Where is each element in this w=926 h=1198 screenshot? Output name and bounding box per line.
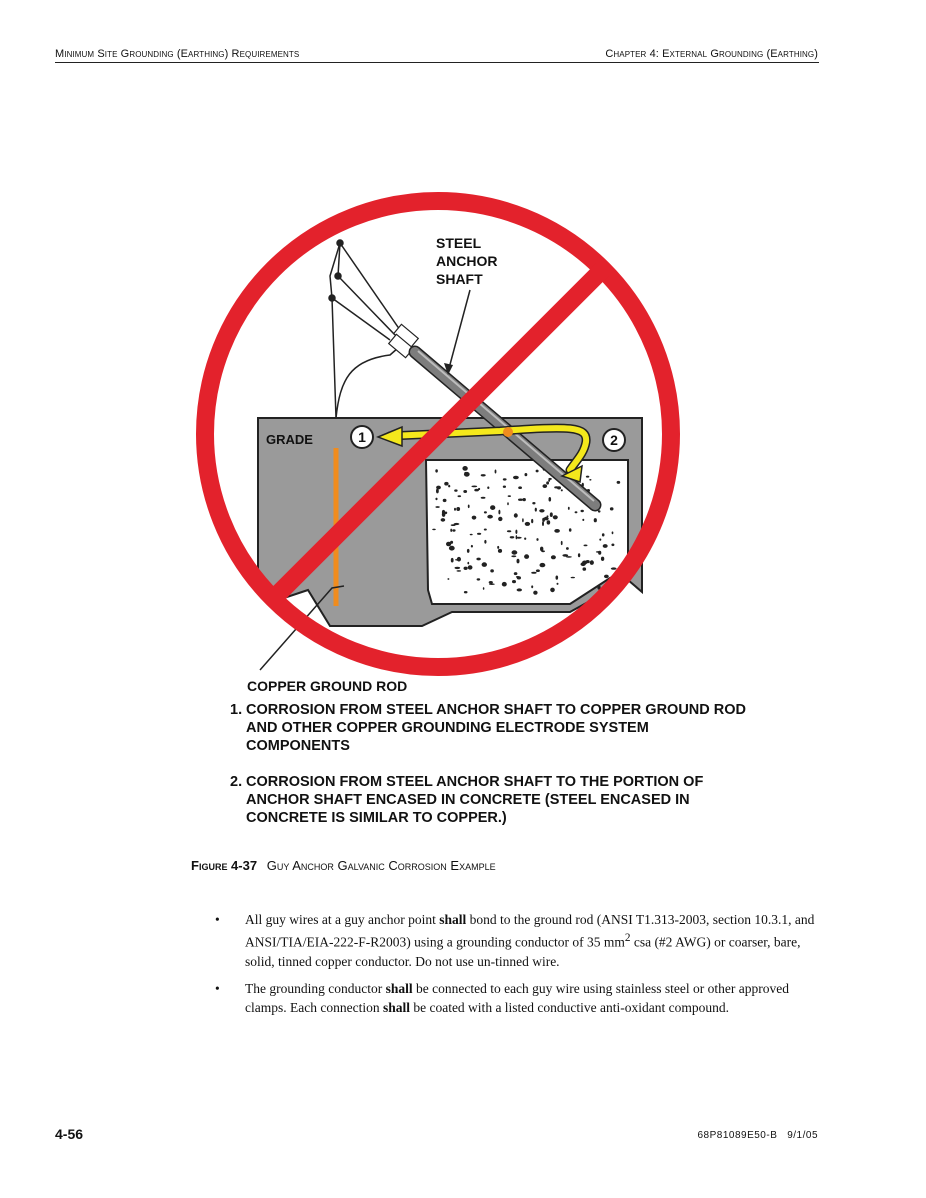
aggregate-speck xyxy=(531,585,533,588)
aggregate-speck xyxy=(542,521,544,526)
aggregate-speck xyxy=(578,553,580,557)
aggregate-speck xyxy=(513,476,519,479)
aggregate-speck xyxy=(464,472,466,474)
bullet-list xyxy=(215,910,815,1025)
text-run: The grounding conductor xyxy=(245,980,386,996)
aggregate-speck xyxy=(531,519,533,523)
aggregate-speck xyxy=(489,581,493,584)
aggregate-speck xyxy=(502,582,507,587)
aggregate-speck xyxy=(447,578,449,580)
steel-anchor-shaft-label xyxy=(436,234,497,288)
aggregate-speck xyxy=(511,555,516,557)
list-item xyxy=(215,979,815,1017)
aggregate-speck xyxy=(498,549,502,553)
aggregate-speck xyxy=(458,495,462,497)
header-rule xyxy=(55,62,819,63)
aggregate-speck xyxy=(451,558,454,563)
aggregate-speck xyxy=(444,482,448,486)
aggregate-speck xyxy=(516,535,518,539)
aggregate-speck xyxy=(554,529,560,533)
aggregate-speck xyxy=(568,507,570,510)
text-run-bold: shall xyxy=(382,999,410,1015)
aggregate-speck xyxy=(518,486,522,489)
aggregate-speck xyxy=(569,528,572,532)
aggregate-speck xyxy=(512,580,516,583)
marker-2-label: 2 xyxy=(610,432,618,448)
aggregate-speck xyxy=(451,524,456,526)
aggregate-speck xyxy=(594,518,597,522)
text-run-bold: shall xyxy=(439,912,467,927)
aggregate-speck xyxy=(472,516,477,520)
aggregate-speck xyxy=(582,519,584,521)
aggregate-speck xyxy=(503,478,507,480)
aggregate-speck xyxy=(547,520,551,524)
aggregate-speck xyxy=(544,517,549,521)
running-header-left xyxy=(55,48,299,60)
aggregate-speck xyxy=(450,529,452,532)
aggregate-speck xyxy=(464,567,468,570)
aggregate-speck xyxy=(533,591,537,595)
aggregate-speck xyxy=(467,549,470,553)
aggregate-speck xyxy=(553,515,558,519)
aggregate-speck xyxy=(489,583,495,585)
concrete-encasement xyxy=(426,460,628,604)
aggregate-speck xyxy=(510,536,515,538)
document-id: 68P81089E50-B 9/1/05 xyxy=(697,1130,818,1141)
aggregate-speck xyxy=(477,533,481,535)
aggregate-speck xyxy=(468,565,473,569)
aggregate-speck xyxy=(468,505,470,509)
aggregate-speck xyxy=(432,529,436,531)
aggregate-speck xyxy=(604,575,609,579)
aggregate-speck xyxy=(557,583,559,585)
aggregate-speck xyxy=(498,517,502,521)
copper-ground-rod-label: COPPER GROUND ROD xyxy=(247,678,408,694)
aggregate-speck xyxy=(490,569,494,572)
aggregate-speck xyxy=(539,509,544,512)
text-run: All guy wires at a guy anchor point xyxy=(245,912,440,927)
aggregate-speck xyxy=(436,489,439,494)
aggregate-speck xyxy=(590,560,594,565)
aggregate-speck xyxy=(566,547,569,550)
figure-caption xyxy=(191,858,496,873)
page-number: 4-56 xyxy=(55,1126,84,1142)
aggregate-speck xyxy=(484,529,487,531)
aggregate-speck xyxy=(470,534,473,536)
aggregate-speck xyxy=(612,531,614,534)
aggregate-speck xyxy=(571,577,575,579)
note-2 xyxy=(230,773,750,827)
note-number: 2. xyxy=(230,774,243,790)
aggregate-speck xyxy=(507,502,509,505)
aggregate-speck xyxy=(551,555,556,559)
aggregate-speck xyxy=(462,466,467,471)
label-line: ANCHOR xyxy=(436,253,498,269)
aggregate-speck xyxy=(550,588,555,593)
label-line: SHAFT xyxy=(436,271,483,287)
aggregate-speck xyxy=(536,569,540,572)
aggregate-speck xyxy=(456,507,460,511)
aggregate-speck xyxy=(561,541,563,545)
aggregate-speck xyxy=(603,544,608,548)
aggregate-speck xyxy=(532,502,535,504)
running-header-right xyxy=(605,48,818,60)
aggregate-speck xyxy=(540,563,546,567)
aggregate-speck xyxy=(443,499,447,502)
aggregate-speck xyxy=(536,470,539,473)
aggregate-speck xyxy=(546,481,549,484)
aggregate-speck xyxy=(610,507,614,510)
grade-label: GRADE xyxy=(266,432,313,447)
bullet-icon: • xyxy=(215,912,220,927)
aggregate-speck xyxy=(540,547,543,552)
guy-wires xyxy=(329,240,400,418)
aggregate-speck xyxy=(581,510,584,512)
aggregate-speck xyxy=(524,538,526,540)
aggregate-speck xyxy=(442,510,445,515)
aggregate-speck xyxy=(463,490,467,493)
aggregate-speck xyxy=(476,558,480,561)
note-text: CORROSION FROM STEEL ANCHOR SHAFT TO COPPER GROUND ROD AND OTHER COPPER GROUNDING ELECTRODE SYSTEM COMPONENTS xyxy=(246,702,747,754)
text-run: be coated with a listed conductive anti-oxidant compound. xyxy=(409,999,730,1015)
aggregate-speck xyxy=(575,511,578,513)
bullet-icon: • xyxy=(215,980,220,996)
aggregate-speck xyxy=(449,546,455,551)
note-1 xyxy=(230,701,750,755)
aggregate-speck xyxy=(548,479,550,482)
text-run-bold: shall xyxy=(385,980,413,996)
aggregate-speck xyxy=(454,489,457,491)
header-right-text: Chapter 4: External Grounding (Earthing) xyxy=(605,48,818,60)
aggregate-speck xyxy=(586,476,589,478)
figure-number: Figure 4-37 xyxy=(191,858,258,873)
aggregate-speck xyxy=(457,557,461,562)
aggregate-speck xyxy=(512,550,518,554)
label-line: STEEL xyxy=(436,235,482,251)
note-text: CORROSION FROM STEEL ANCHOR SHAFT TO THE PORTION OF ANCHOR SHAFT ENCASED IN CONCRETE (STEEL ENCASED IN CONCRETE IS SIMILAR TO COPPER.) xyxy=(246,774,704,826)
aggregate-speck xyxy=(566,556,572,558)
aggregate-speck xyxy=(457,570,462,572)
aggregate-speck xyxy=(498,510,500,515)
aggregate-speck xyxy=(524,554,529,559)
aggregate-speck xyxy=(596,551,601,553)
aggregate-speck xyxy=(561,489,563,491)
aggregate-speck xyxy=(490,505,495,510)
aggregate-speck xyxy=(583,567,587,570)
aggregate-speck xyxy=(584,545,588,547)
marker-1-label: 1 xyxy=(358,429,366,445)
aggregate-speck xyxy=(503,486,506,488)
aggregate-speck xyxy=(471,486,477,488)
aggregate-speck xyxy=(518,499,523,501)
shaft-pointer-line xyxy=(448,290,470,372)
aggregate-speck xyxy=(478,488,480,490)
aggregate-speck xyxy=(495,470,497,474)
aggregate-speck xyxy=(547,515,549,517)
text-run: be connected to each guy wire using stainless steel or other approved clamps. Each connection xyxy=(245,980,789,1015)
aggregate-speck xyxy=(484,540,486,544)
aggregate-speck xyxy=(589,479,591,481)
aggregate-speck xyxy=(517,588,522,591)
aggregate-speck xyxy=(517,559,520,564)
aggregate-speck xyxy=(471,545,473,548)
aggregate-speck xyxy=(550,512,553,517)
aggregate-speck xyxy=(536,538,538,541)
aggregate-speck xyxy=(611,567,617,569)
aggregate-speck xyxy=(535,508,537,512)
aggregate-speck xyxy=(481,497,486,499)
aggregate-speck xyxy=(507,530,511,532)
aggregate-speck xyxy=(435,469,438,472)
aggregate-speck xyxy=(508,495,511,497)
aggregate-speck xyxy=(602,533,605,536)
aggregate-speck xyxy=(617,481,621,484)
aggregate-speck xyxy=(601,557,604,561)
aggregate-speck xyxy=(531,572,536,574)
superscript: 2 xyxy=(624,932,631,944)
aggregate-speck xyxy=(487,486,489,489)
aggregate-speck xyxy=(516,576,520,578)
aggregate-speck xyxy=(543,484,548,488)
aggregate-speck xyxy=(446,542,451,547)
aggregate-speck xyxy=(454,508,456,511)
aggregate-speck xyxy=(515,530,517,534)
aggregate-speck xyxy=(599,539,601,541)
aggregate-speck xyxy=(522,518,524,522)
aggregate-speck xyxy=(435,498,437,501)
aggregate-speck xyxy=(483,587,485,590)
aggregate-speck xyxy=(448,485,450,488)
aggregate-speck xyxy=(554,486,559,488)
aggregate-speck xyxy=(464,591,468,593)
figure-title: Guy Anchor Galvanic Corrosion Example xyxy=(266,858,496,873)
aggregate-speck xyxy=(525,522,530,526)
text-run: csa (#2 AWG) or coarser, bare, solid, tinned copper conductor. Do not use un-tinned wire. xyxy=(245,934,801,969)
aggregate-speck xyxy=(549,497,552,502)
aggregate-speck xyxy=(455,567,461,569)
aggregate-speck xyxy=(523,498,526,501)
list-item xyxy=(215,910,815,971)
aggregate-speck xyxy=(484,511,487,513)
aggregate-speck xyxy=(556,576,559,580)
aggregate-speck xyxy=(497,546,499,549)
aggregate-speck xyxy=(611,544,614,547)
aggregate-speck xyxy=(477,578,481,580)
aggregate-speck xyxy=(514,572,518,575)
aggregate-speck xyxy=(452,529,455,531)
aggregate-speck xyxy=(514,513,518,517)
guy-anchor-figure xyxy=(190,180,690,700)
note-number: 1. xyxy=(230,702,243,718)
aggregate-speck xyxy=(467,562,469,565)
aggregate-speck xyxy=(435,506,439,508)
aggregate-speck xyxy=(581,562,586,566)
aggregate-speck xyxy=(525,473,528,476)
aggregate-speck xyxy=(441,518,446,522)
text-run: bond to the ground rod (ANSI T1.313-2003, section 10.3.1, and ANSI/TIA/EIA-222-F-R2003) using a grounding conductor of 35 mm xyxy=(245,912,815,950)
aggregate-speck xyxy=(481,474,486,476)
aggregate-speck xyxy=(482,562,487,567)
aggregate-speck xyxy=(487,515,493,519)
header-left-text: Minimum Site Grounding (Earthing) Requirements xyxy=(55,48,300,60)
